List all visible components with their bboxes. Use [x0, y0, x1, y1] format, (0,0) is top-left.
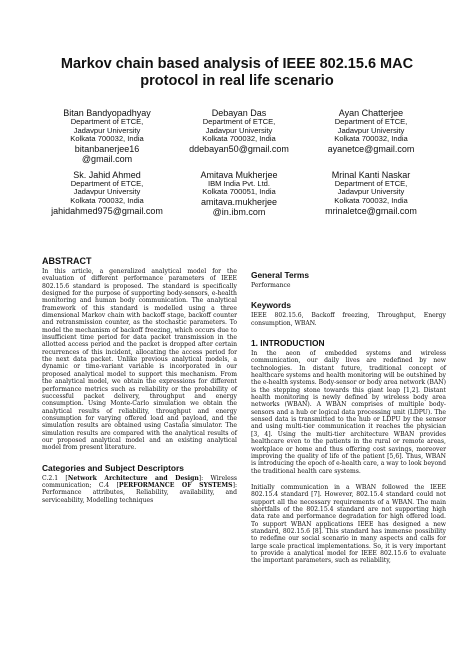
- introduction-heading: 1. INTRODUCTION: [251, 338, 325, 349]
- category-code: C.2.1 [: [42, 474, 68, 482]
- author-name: Ayan Chatterjee: [338, 108, 404, 118]
- author-card: [176, 170, 302, 217]
- author-city: Kolkata 700032, India: [334, 134, 408, 144]
- author-email[interactable]: ayanetce@gmail.com: [327, 143, 415, 154]
- author-email[interactable]: bitanbanerjee16: [74, 143, 140, 154]
- category-name: PERFORMANCE OF SYSTEMS: [118, 481, 233, 489]
- author-affiliation: Department of ETCE,: [70, 117, 144, 126]
- introduction-paragraph: Initially communication in a WBAN followed the IEEE 802.15.4 standard [7]. However, 802.15.4 standard could not support all the necessary requirements of a WBAN. The main shortfalls of the 802.15.4 standard are not supporting high data rate and performance degradation for high offered load. To support WBAN applications IEEE has designed a new standard, 802.15.6 [8]. This standard has immense possibility to redefine our social scenario in many aspects and calls for large scale practical implementations. So, it is very important to provide a analytical model for IEEE 802.15.6 to evaluate the important parameters, such as reliability,: [251, 483, 446, 565]
- author-name: Bitan Bandyopadhyay: [63, 108, 151, 118]
- categories-text: [42, 475, 237, 504]
- author-organization: Jadavpur University: [205, 125, 273, 135]
- author-affiliation: Department of ETCE,: [202, 117, 276, 126]
- general-terms-heading: General Terms: [251, 270, 310, 280]
- author-organization: Jadavpur University: [337, 187, 405, 197]
- author-card: [176, 108, 302, 164]
- author-organization: Jadavpur University: [73, 125, 141, 135]
- categories-heading: Categories and Subject Descriptors: [42, 462, 184, 473]
- author-organization: Jadavpur University: [73, 187, 141, 197]
- author-card: [308, 108, 434, 164]
- author-email[interactable]: mrinaletce@gmail.com: [325, 205, 417, 216]
- author-city: Kolkata 700032, India: [70, 195, 144, 205]
- author-organization: Jadavpur University: [337, 125, 405, 135]
- author-name: Mrinal Kanti Naskar: [331, 169, 411, 180]
- introduction-paragraph: In the aeon of embedded systems and wireless communication, our daily lives are redefined by new technologies. In distant future, traditional concept of healthcare systems and health monitoring will be outshined by the e-health systems. Body-sensor or body area network (BAN) is the stepping stone towards this giant leap [1,2]. Distant health monitoring is newly defined by wireless body area networks (WBAN). A WBAN comprises of multiple body-sensors and a hub or logical data processing unit (LDPU). The sensed data is transmitted to the hub or LDPU by the sensor and using multi-tier communication it reaches the physician [3, 4]. Using the multi-tier architecture WBAN provides healthcare even to the patients in the rural or remote areas, workplace or home and thus offering cost savings, moreover improving the quality of life of the patient [5,6]. Thus, WBAN is introducing the epoch of e-health care, a way to look beyond the traditional health care systems.: [251, 350, 446, 475]
- author-name: Debayan Das: [211, 108, 267, 118]
- author-affiliation: Department of ETCE,: [334, 178, 408, 188]
- author-email[interactable]: jahidahmed975@gmail.com: [51, 205, 163, 216]
- author-affiliation: Department of ETCE,: [334, 117, 408, 126]
- paper-title: Markov chain based analysis of IEEE 802.15.6 MAC protocol in real life scenario: [60, 56, 414, 89]
- author-email[interactable]: amitava.mukherjee: [200, 196, 278, 207]
- category-rest: ]: Wireless communication; C.4 [: [42, 474, 237, 489]
- keywords-text: IEEE 802.15.6, Backoff freezing, Throughput, Energy consumption, WBAN.: [251, 312, 446, 327]
- author-email-domain[interactable]: @gmail.com: [81, 153, 133, 164]
- general-terms-text: Performance: [251, 282, 291, 289]
- right-column: [251, 260, 446, 568]
- abstract-text: In this article, a generalized analytical model for the evaluation of different performance parameters of IEEE 802.15.6 standard is proposed. The standard is specifically designed for the purpose of supporting body-sensors, e-health monitoring and human body communication. The analytical framework of this standard is modelled using a three dimensional Markov chain with backoff stage, backoff counter and retransmission counter, as the stochastic parameters. To model the mechanism of backoff freezing, which occurs due to insufficient time period for data packet transmission in the allotted access period and the packet is dropped after certain recurrences of this incident, allocating the access period for the next data packet. Unlike previous analytical models, a dynamic or time-variant variable is incorporated in our proposed analytical model to support this mechanism. From the analytical model, we obtain the expressions for different performance metrics such as reliability or the probability of successful packet delivery, throughput and energy consumption. Using Monte-Carlo simulation we obtain the analytical results of reliability, throughput and energy consumption for varying offered load and payload, and the simulation results are obtained using Castalia simulator. The simulation results are compared with the analytical results of our proposed analytical model and an existing analytical model from present literature.: [42, 268, 237, 452]
- author-name: Amitava Mukherjee: [200, 169, 278, 180]
- left-column: [42, 256, 237, 507]
- author-affiliation: IBM India Pvt. Ltd.: [207, 178, 271, 188]
- author-affiliation: Department of ETCE,: [70, 178, 144, 188]
- author-card: [44, 108, 170, 164]
- author-email-domain[interactable]: @in.ibm.com: [212, 206, 266, 217]
- keywords-heading: Keywords: [251, 300, 292, 311]
- author-organization: Kolkata 700051, India: [202, 187, 276, 197]
- author-card: [44, 170, 170, 217]
- category-rest: ]: Performance attributes, Reliability, availability, and serviceability, Modelling techniques: [42, 481, 237, 504]
- author-email[interactable]: ddebayan50@gmail.com: [189, 143, 289, 154]
- author-card: [308, 170, 434, 217]
- author-city: Kolkata 700032, India: [70, 134, 144, 144]
- abstract-heading: ABSTRACT: [42, 256, 92, 266]
- author-city: Kolkata 700032, India: [202, 134, 276, 144]
- author-block: [44, 108, 434, 217]
- author-name: Sk. Jahid Ahmed: [73, 169, 141, 180]
- category-name: Network Architecture and Design: [67, 474, 199, 482]
- author-city: Kolkata 700032, India: [334, 195, 408, 205]
